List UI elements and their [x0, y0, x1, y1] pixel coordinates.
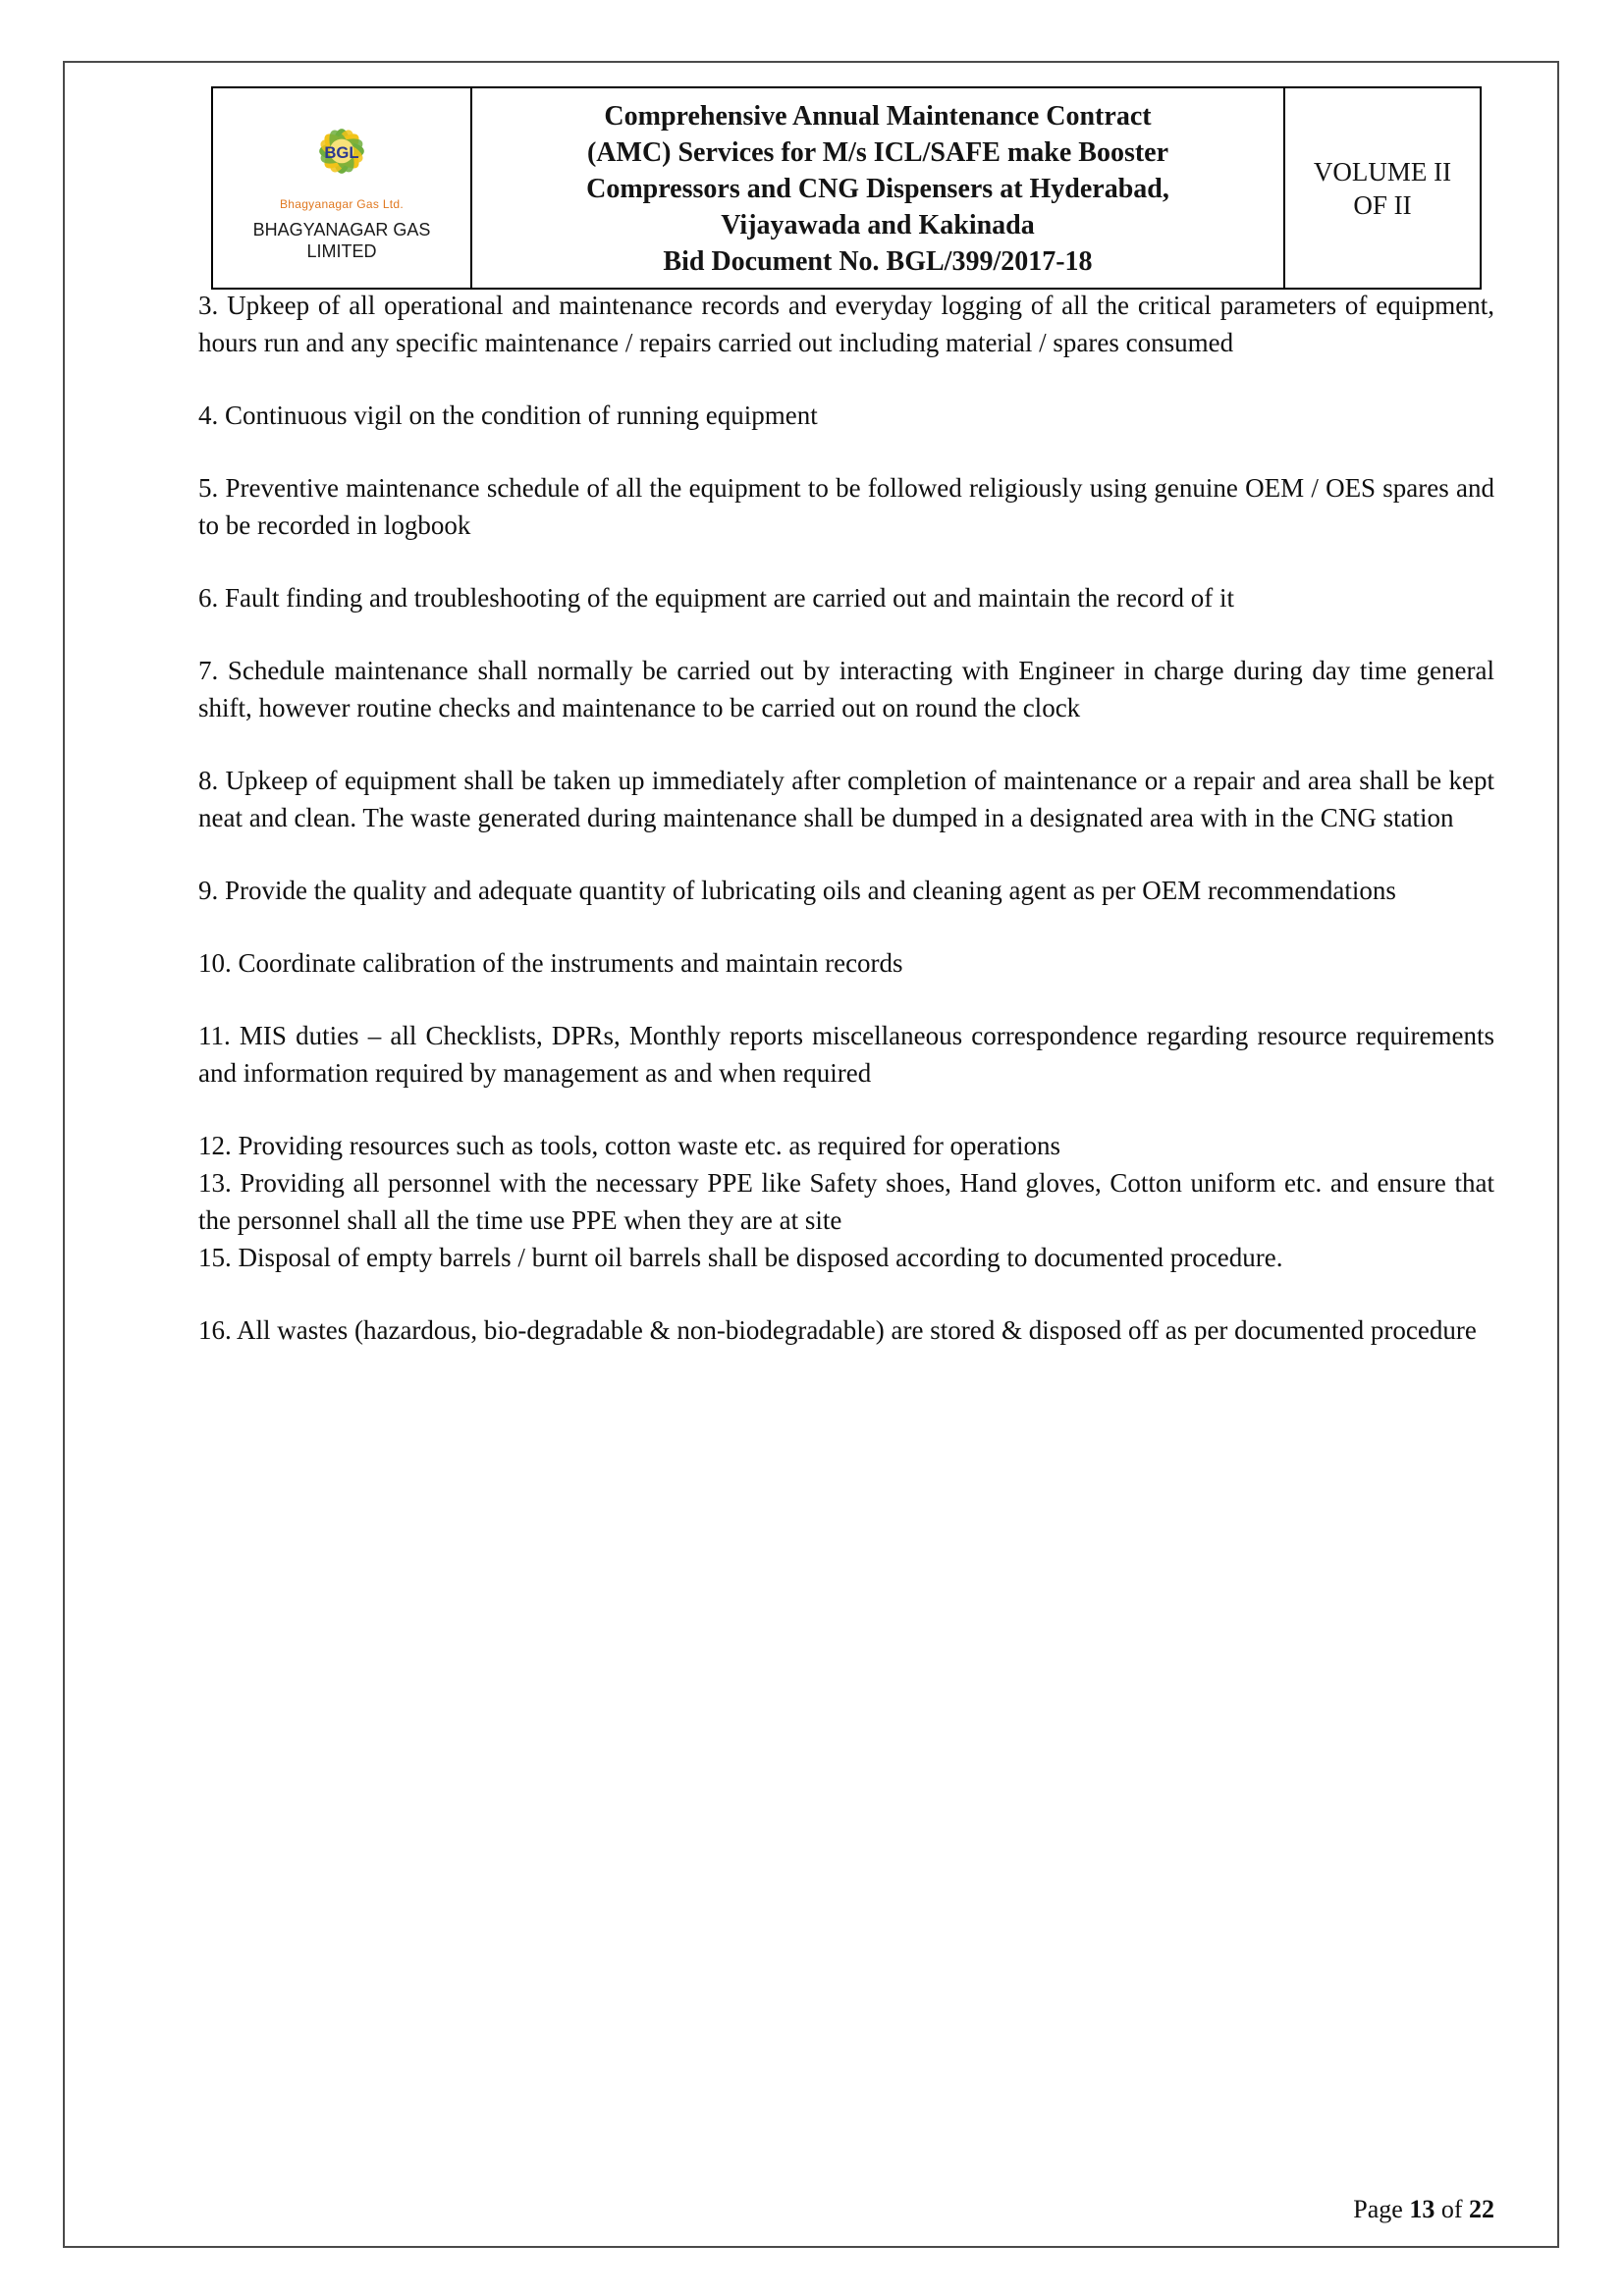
document-header: [211, 86, 1482, 290]
bgl-logo-icon: [283, 115, 401, 201]
paragraph-item-12: 12. Providing resources such as tools, cotton waste etc. as required for operations: [198, 1131, 1061, 1160]
volume-line-1: VOLUME II: [1313, 156, 1452, 187]
title-line-2: (AMC) Services for M/s ICL/SAFE make Booster: [586, 137, 1169, 168]
footer-page-number: 13: [1409, 2195, 1435, 2223]
volume-label: [1285, 88, 1480, 288]
paragraph-item-5: 5. Preventive maintenance schedule of all the equipment to be followed religiously using genuine OEM / OES spares and to be recorded in logbook: [198, 473, 1494, 540]
title-line-4: Vijayawada and Kakinada: [721, 210, 1035, 240]
paragraph-item-8: 8. Upkeep of equipment shall be taken up immediately after completion of maintenance or a repair and area shall be kept neat and clean. The waste generated during maintenance shall be dumped in a designated area with in the CNG station: [198, 766, 1494, 832]
footer-total-pages: 22: [1469, 2195, 1494, 2223]
paragraph-item-4: 4. Continuous vigil on the condition of running equipment: [198, 400, 818, 430]
page-footer: [198, 2195, 1494, 2224]
paragraph-item-10: 10. Coordinate calibration of the instruments and maintain records: [198, 948, 903, 978]
paragraph-item-15: 15. Disposal of empty barrels / burnt oil barrels shall be disposed according to documented procedure.: [198, 1243, 1283, 1272]
footer-page-infix: of: [1440, 2195, 1463, 2223]
paragraph-item-9: 9. Provide the quality and adequate quantity of lubricating oils and cleaning agent as per OEM recommendations: [198, 876, 1396, 905]
logo-company-line1: BHAGYANAGAR GAS: [252, 219, 431, 240]
logo-cell: [213, 88, 472, 288]
paragraph-item-7: 7. Schedule maintenance shall normally be carried out by interacting with Engineer in charge during day time general shift, however routine checks and maintenance to be carried out on round the clock: [198, 656, 1494, 722]
logo-initials: BGL: [324, 142, 359, 162]
bid-document-number: Bid Document No. BGL/399/2017-18: [663, 246, 1093, 277]
paragraph-item-3: 3. Upkeep of all operational and maintenance records and everyday logging of all the critical parameters of equipment, hours run and any specific maintenance / repairs carried out including material / spares consumed: [198, 291, 1494, 357]
paragraph-item-16: 16. All wastes (hazardous, bio-degradable & non-biodegradable) are stored & disposed off as per documented procedure: [198, 1315, 1477, 1345]
title-line-1: Comprehensive Annual Maintenance Contract: [604, 101, 1152, 132]
footer-page-prefix: Page: [1353, 2195, 1403, 2223]
document-title: [472, 88, 1285, 288]
logo-company-line2: LIMITED: [306, 240, 377, 261]
paragraph-item-13: 13. Providing all personnel with the necessary PPE like Safety shoes, Hand gloves, Cotton uniform etc. and ensure that the personnel shall all the time use PPE when they are at site: [198, 1168, 1494, 1235]
paragraph-item-6: 6. Fault finding and troubleshooting of the equipment are carried out and maintain the record of it: [198, 583, 1234, 613]
document-body: [198, 287, 1494, 1384]
logo-company-name: [253, 219, 431, 262]
logo-tagline: Bhagyanagar Gas Ltd.: [279, 196, 405, 211]
title-line-3: Compressors and CNG Dispensers at Hyderabad,: [586, 174, 1169, 204]
volume-line-2: OF II: [1353, 189, 1412, 220]
paragraph-item-11: 11. MIS duties – all Checklists, DPRs, Monthly reports miscellaneous correspondence regarding resource requirements and information required by management as and when required: [198, 1021, 1494, 1088]
